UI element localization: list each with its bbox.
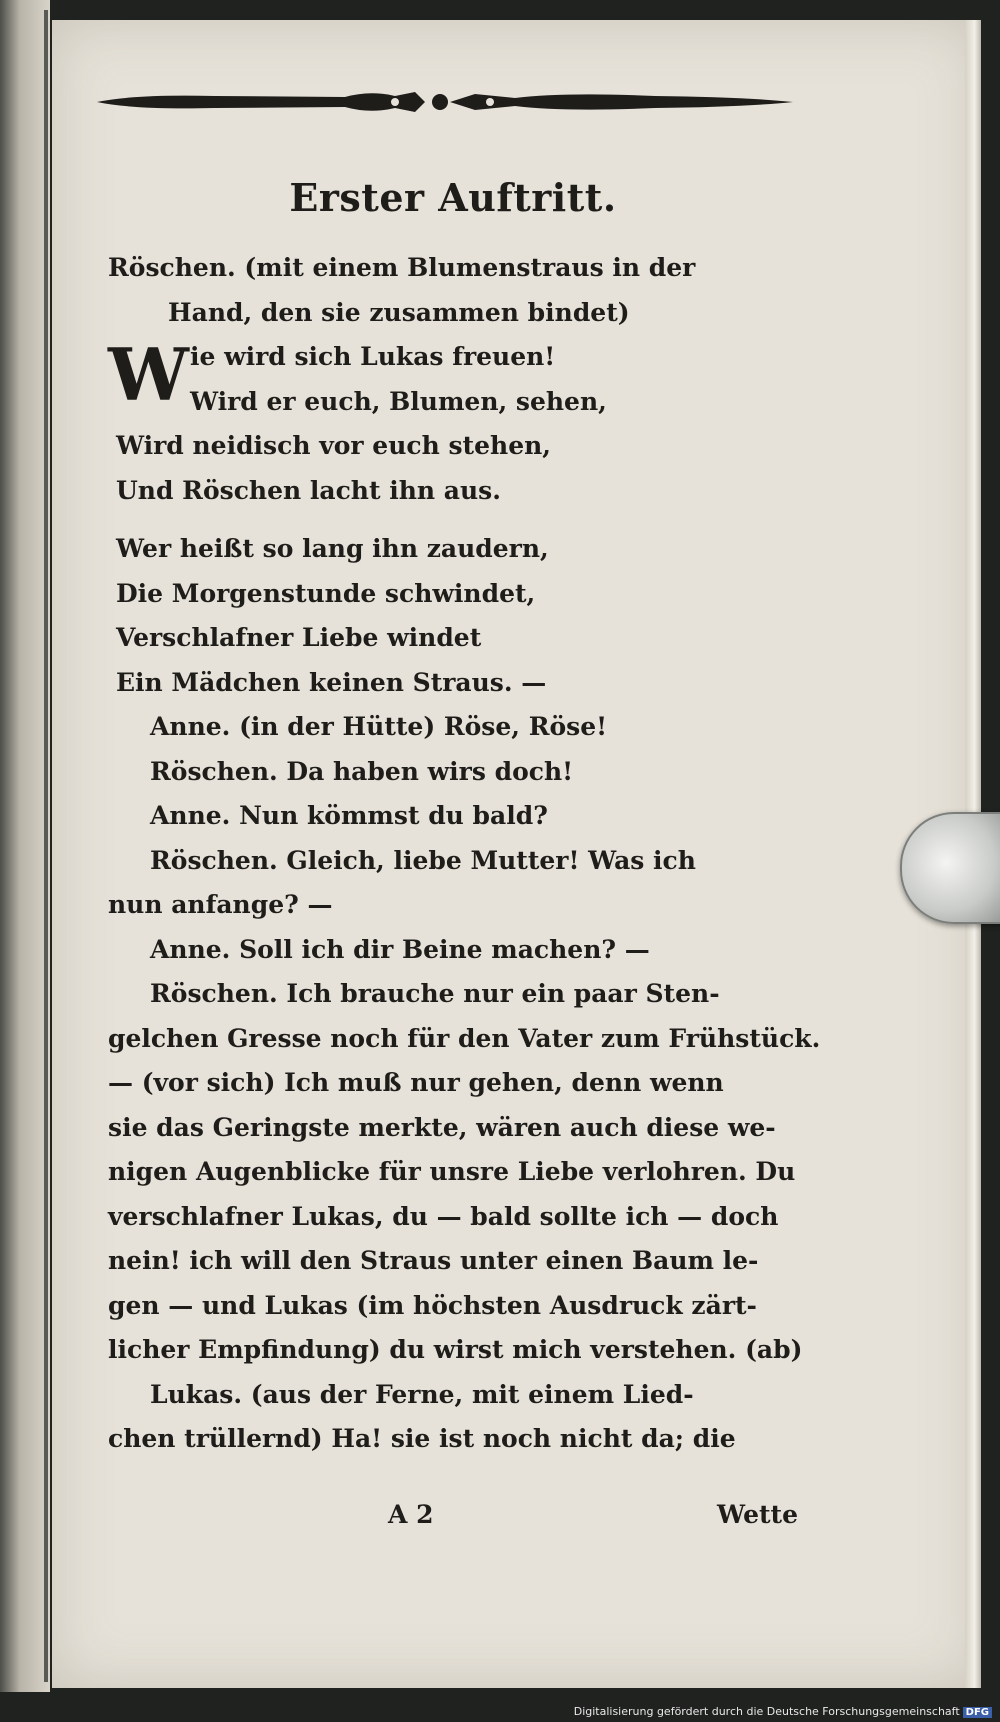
text-line (108, 1373, 798, 1418)
line-text: Anne. Soll ich dir Beine machen? — (150, 934, 650, 964)
text-line (108, 246, 798, 291)
line-text: Lukas. (aus der Ferne, mit einem Lied- (150, 1379, 694, 1409)
scene-heading: Erster Auftritt. (289, 175, 617, 220)
text-line (108, 572, 798, 617)
line-text: Röschen. Ich brauche nur ein paar Sten- (150, 979, 720, 1008)
line-text: Hand, den sie zusammen bindet) (168, 297, 630, 327)
text-line (108, 1239, 798, 1284)
text-line (108, 527, 798, 572)
line-text: Und Röschen lacht ihn aus. (116, 475, 501, 505)
text-line (108, 661, 798, 706)
text-line (108, 1150, 798, 1195)
line-text: — (vor sich) Ich muß nur gehen, denn wenn (108, 1068, 724, 1097)
text-line (108, 1417, 798, 1462)
text-line (108, 469, 798, 514)
line-text: Wird neidisch vor euch stehen, (116, 431, 551, 460)
line-text: gelchen Gresse noch für den Vater zum Frühstück. (108, 1023, 821, 1053)
ornamental-rule (95, 82, 795, 122)
drop-cap: W (108, 332, 189, 417)
text-line (108, 616, 798, 661)
page-clip (900, 812, 1000, 924)
text-line (108, 424, 798, 469)
line-text: Wird er euch, Blumen, sehen, (190, 386, 607, 416)
text-line (108, 794, 798, 839)
dfg-logo: DFG (963, 1707, 992, 1718)
line-text: Verschlafner Liebe windet (116, 623, 482, 652)
text-line (108, 380, 798, 425)
line-text: Röschen. Gleich, liebe Mutter! Was ich (150, 845, 696, 875)
line-text: verschlafner Lukas, du — bald sollte ich — doch (108, 1201, 779, 1231)
line-text: Anne. Nun kömmst du bald? (150, 801, 548, 830)
text-line (108, 291, 798, 336)
text-line (108, 1106, 798, 1151)
line-text: sie das Geringste merkte, wären auch diese we- (108, 1112, 776, 1142)
text-line (108, 928, 798, 973)
text-line (108, 883, 798, 928)
line-text: chen trüllernd) Ha! sie ist noch nicht da; die (108, 1424, 736, 1453)
text-line (108, 972, 798, 1017)
text-line (108, 1195, 798, 1240)
line-text: licher Empfindung) du wirst mich verstehen. (ab) (108, 1335, 803, 1364)
facing-page-edge (0, 0, 50, 1692)
text-lines (108, 246, 821, 1462)
text-line (108, 1284, 798, 1329)
text-line (108, 839, 798, 884)
line-text: nigen Augenblicke für unsre Liebe verlohren. Du (108, 1157, 796, 1186)
text-line (108, 750, 798, 795)
text-line (108, 705, 798, 750)
line-text: nun anfange? — (108, 890, 333, 919)
signature-mark: A 2 (388, 1500, 434, 1529)
text-line (108, 1328, 803, 1373)
line-text: Röschen. (mit einem Blumenstraus in der (108, 253, 696, 282)
line-text: ie wird sich Lukas freuen! (190, 342, 556, 371)
catchword: Wette (717, 1500, 798, 1529)
text-line (108, 1061, 798, 1106)
line-text: Anne. (in der Hütte) Röse, Röse! (150, 712, 608, 741)
stanza-gap (108, 513, 798, 527)
credit-text: Digitalisierung gefördert durch die Deutsche Forschungsgemeinschaft (573, 1705, 960, 1718)
line-text: Röschen. Da haben wirs doch! (150, 756, 574, 786)
line-text: Wer heißt so lang ihn zaudern, (116, 534, 549, 563)
line-text: Die Morgenstunde schwindet, (116, 578, 536, 608)
digitization-credit (574, 1705, 992, 1718)
line-text: nein! ich will den Straus unter einen Baum le- (108, 1246, 759, 1275)
page-text (108, 170, 821, 1462)
text-line (108, 1017, 821, 1062)
line-text: gen — und Lukas (im höchsten Ausdruck zärt- (108, 1290, 757, 1320)
line-text: Ein Mädchen keinen Straus. — (116, 667, 547, 697)
